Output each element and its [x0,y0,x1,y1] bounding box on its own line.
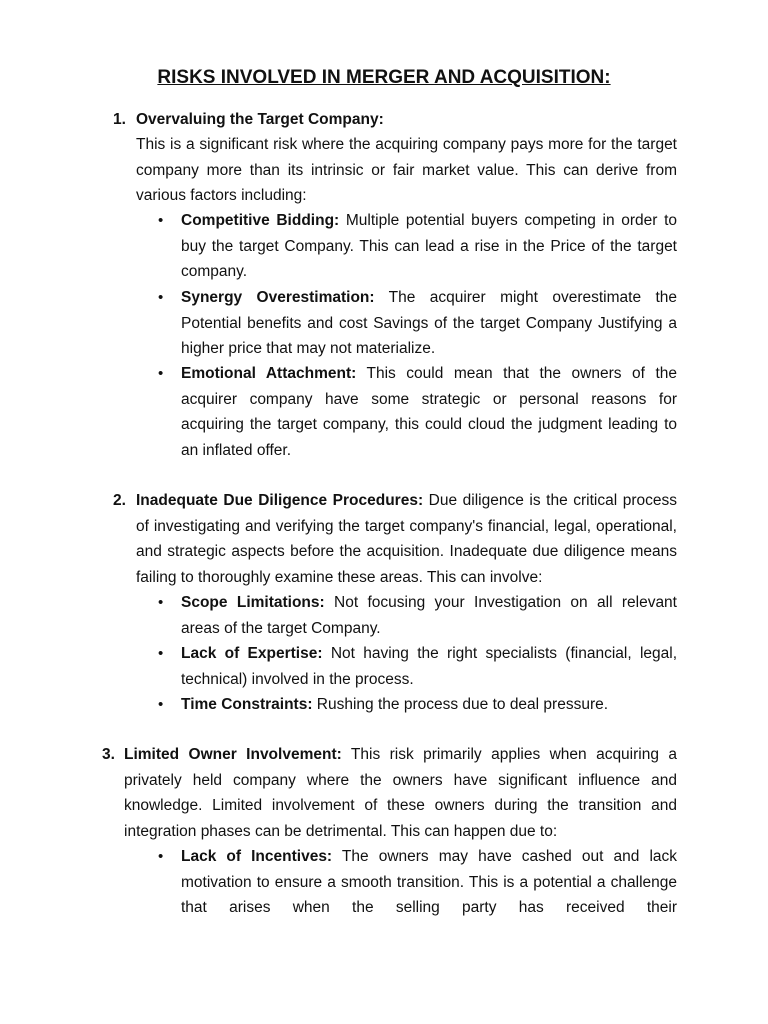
bullet-term: Lack of Expertise: [181,645,323,662]
bullet-dot: • [158,848,164,865]
section-1-bullet-3 [181,361,677,463]
bullet-dot: • [158,594,164,611]
bullet-term: Scope Limitations: [181,594,325,611]
bullet-dot: • [158,645,164,662]
bullet-text: The owners may have cashed out and lack motivation to ensure a smooth transition. This is a potential a challenge that arises when the selling party has received their [181,848,678,916]
bullet-text: This could mean that the owners of the acquirer company have some strategic or personal reasons for acquiring the target company, this could cloud the judgment leading to an inflated offer. [181,365,677,459]
document-title: RISKS INVOLVED IN MERGER AND ACQUISITION: [157,67,611,88]
section-2-heading: Inadequate Due Diligence Procedures: [136,492,424,509]
section-1-bullet-1 [181,208,677,285]
bullet-term: Competitive Bidding: [181,212,340,229]
bullet-term: Time Constraints: [181,696,313,713]
bullet-text: Not focusing your Investigation on all relevant areas of the target Company. [181,594,677,637]
bullet-dot: • [158,212,164,229]
bullet-dot: • [158,365,164,382]
bullet-term: Emotional Attachment: [181,365,357,382]
section-3-intro: This risk primarily applies when acquiring a privately held company where the owners have significant influence and knowledge. Limited involvement of these owners during the transition and integration phases can be detrimental. This can happen due to: [124,746,678,840]
bullet-text: Not having the right specialists (financial, legal, technical) involved in the process. [181,645,677,688]
section-3-body [124,742,677,844]
bullet-text: The acquirer might overestimate the Potential benefits and cost Savings of the target Company Justifying a higher price that may not materialize. [181,289,677,357]
section-2-number: 2. [113,492,126,509]
section-1-number: 1. [113,111,126,128]
section-2-bullet-2 [181,641,677,692]
bullet-term: Synergy Overestimation: [181,289,375,306]
section-3-number: 3. [102,746,115,763]
section-1-heading: Overvaluing the Target Company: [136,111,384,128]
section-3-heading: Limited Owner Involvement: [124,746,342,763]
section-2-intro: Due diligence is the critical process of investigating and verifying the target company's financial, legal, operational, and strategic aspects before the acquisition. Inadequate due diligence means failing to thoroughly examine these areas. This can involve: [136,492,677,586]
section-3-bullet-1 [181,844,677,921]
section-2-bullet-1 [181,590,677,641]
section-1-bullet-2 [181,285,677,362]
bullet-text: Rushing the process due to deal pressure. [312,696,609,713]
bullet-term: Lack of Incentives: [181,848,333,865]
section-2-body [136,488,677,590]
section-1-intro: This is a significant risk where the acquiring company pays more for the target company more than its intrinsic or fair market value. This can derive from various factors including: [136,136,677,204]
bullet-text: Multiple potential buyers competing in order to buy the target Company. This can lead a rise in the Price of the target company. [181,212,677,280]
section-2-bullet-3 [181,692,677,718]
bullet-dot: • [158,289,164,306]
bullet-dot: • [158,696,164,713]
